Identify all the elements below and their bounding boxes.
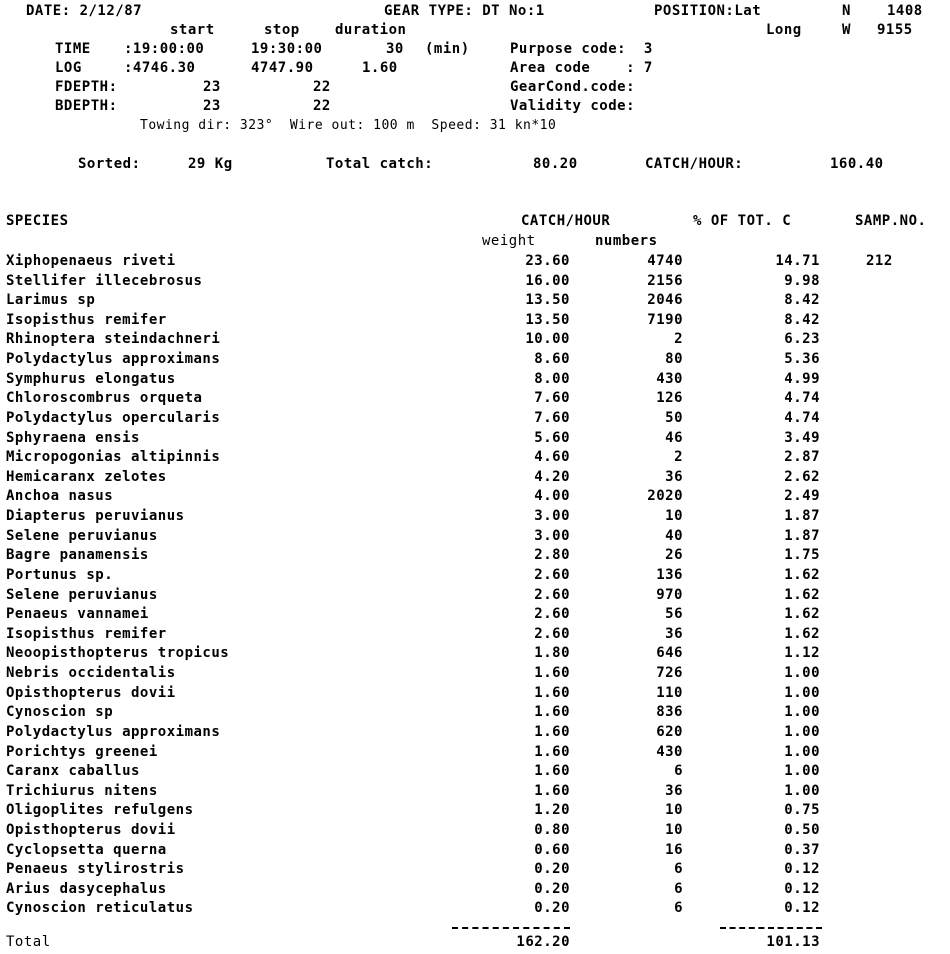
col-species-header: SPECIES	[6, 213, 69, 229]
table-row	[0, 723, 950, 743]
weight-value: 2.60	[534, 625, 570, 642]
weight-value: 3.00	[534, 508, 570, 525]
numbers-value: 36	[665, 782, 683, 799]
table-row	[0, 330, 950, 350]
catch-per-hour-label: CATCH/HOUR:	[645, 156, 744, 172]
species-name: Trichiurus nitens	[6, 782, 158, 799]
numbers-value: 126	[656, 390, 683, 407]
numbers-value: 4740	[647, 253, 683, 269]
numbers-value: 26	[665, 547, 683, 564]
table-row	[0, 703, 950, 723]
numbers-value: 646	[656, 645, 683, 662]
table-row	[0, 625, 950, 645]
table-row	[0, 743, 950, 763]
numbers-value: 6	[674, 900, 683, 917]
weight-value: 5.60	[534, 429, 570, 446]
table-row	[0, 409, 950, 429]
species-name: Rhinoptera steindachneri	[6, 331, 221, 348]
log-stop: 4747.90	[251, 60, 314, 76]
weight-value: 13.50	[525, 292, 570, 309]
table-row	[0, 605, 950, 625]
species-name: Polydactylus approximans	[6, 351, 221, 368]
percent-value: 4.74	[784, 409, 820, 426]
table-row	[0, 272, 950, 292]
table-row	[0, 880, 950, 900]
table-row	[0, 841, 950, 861]
table-row	[0, 586, 950, 606]
bdepth-start: 23	[203, 98, 221, 114]
table-row	[0, 899, 950, 919]
percent-value: 0.75	[784, 802, 820, 819]
numbers-value: 56	[665, 606, 683, 623]
numbers-value: 2	[674, 449, 683, 466]
gear-type-label: GEAR TYPE: DT No:1	[384, 3, 545, 19]
weight-value: 1.80	[534, 645, 570, 662]
percent-value: 1.00	[784, 723, 820, 740]
numbers-value: 136	[656, 566, 683, 583]
percent-value: 8.42	[784, 292, 820, 309]
species-name: Bagre panamensis	[6, 547, 149, 564]
table-row	[0, 370, 950, 390]
weight-value: 2.60	[534, 606, 570, 623]
table-row	[0, 252, 950, 272]
percent-value: 9.98	[784, 272, 820, 289]
time-unit: (min)	[425, 41, 470, 57]
numbers-value: 836	[656, 704, 683, 721]
weight-value: 1.60	[534, 743, 570, 760]
percent-value: 1.12	[784, 645, 820, 662]
bdepth-label: BDEPTH:	[55, 98, 118, 114]
numbers-value: 6	[674, 763, 683, 780]
numbers-value: 110	[656, 684, 683, 701]
percent-value: 2.49	[784, 488, 820, 505]
lat-direction: N	[842, 3, 851, 19]
weight-value: 7.60	[534, 409, 570, 426]
species-name: Isopisthus remifer	[6, 625, 167, 642]
weight-value: 8.00	[534, 370, 570, 387]
weight-value: 2.80	[534, 547, 570, 564]
species-name: Cynoscion sp	[6, 704, 114, 721]
numbers-value: 2020	[647, 488, 683, 505]
weight-value: 4.00	[534, 488, 570, 505]
sample-number: 212	[866, 253, 893, 269]
weight-value: 1.60	[534, 704, 570, 721]
numbers-value: 620	[656, 723, 683, 740]
fdepth-label: FDEPTH:	[55, 79, 118, 95]
percent-value: 2.87	[784, 449, 820, 466]
percent-value: 1.87	[784, 527, 820, 544]
weight-value: 3.00	[534, 527, 570, 544]
pct-total-rule	[720, 927, 822, 929]
weight-value: 0.20	[534, 880, 570, 897]
numbers-value: 50	[665, 409, 683, 426]
numbers-value: 36	[665, 625, 683, 642]
time-start: :19:00:00	[124, 41, 205, 57]
numbers-value: 726	[656, 665, 683, 682]
weight-value: 1.60	[534, 782, 570, 799]
percent-value: 1.87	[784, 508, 820, 525]
percent-value: 5.36	[784, 351, 820, 368]
col-duration-label: duration	[335, 22, 407, 38]
species-name: Portunus sp.	[6, 566, 114, 583]
species-name: Cynoscion reticulatus	[6, 900, 194, 917]
species-name: Penaeus vannamei	[6, 606, 149, 623]
percent-value: 6.23	[784, 331, 820, 348]
fdepth-start: 23	[203, 79, 221, 95]
total-catch-value: 80.20	[533, 156, 578, 172]
table-row	[0, 762, 950, 782]
sorted-label: Sorted:	[78, 156, 141, 172]
table-row	[0, 429, 950, 449]
weight-value: 0.60	[534, 841, 570, 858]
percent-value: 8.42	[784, 311, 820, 328]
numbers-value: 16	[665, 841, 683, 858]
time-stop: 19:30:00	[251, 41, 323, 57]
species-name: Oligoplites refulgens	[6, 802, 194, 819]
species-name: Stellifer illecebrosus	[6, 272, 203, 289]
table-row	[0, 821, 950, 841]
percent-value: 1.00	[784, 743, 820, 760]
col-weight-header: weight	[482, 233, 536, 249]
percent-value: 3.49	[784, 429, 820, 446]
species-name: Porichtys greenei	[6, 743, 158, 760]
log-diff: 1.60	[362, 60, 398, 76]
numbers-value: 2046	[647, 292, 683, 309]
total-label: Total	[6, 934, 51, 950]
species-name: Micropogonias altipinnis	[6, 449, 221, 466]
table-row	[0, 860, 950, 880]
percent-value: 1.00	[784, 665, 820, 682]
percent-value: 1.75	[784, 547, 820, 564]
species-name: Opisthopterus dovii	[6, 821, 176, 838]
table-row	[0, 448, 950, 468]
numbers-value: 430	[656, 370, 683, 387]
percent-value: 0.12	[784, 861, 820, 878]
percent-value: 1.62	[784, 625, 820, 642]
total-percent: 101.13	[766, 934, 820, 950]
log-label: LOG	[55, 60, 82, 76]
lon-direction: W	[842, 22, 851, 38]
table-row	[0, 468, 950, 488]
numbers-value: 36	[665, 468, 683, 485]
numbers-value: 46	[665, 429, 683, 446]
percent-value: 1.62	[784, 606, 820, 623]
species-name: Caranx caballus	[6, 763, 140, 780]
weight-value: 4.20	[534, 468, 570, 485]
percent-value: 1.00	[784, 782, 820, 799]
species-name: Symphurus elongatus	[6, 370, 176, 387]
weight-value: 2.60	[534, 586, 570, 603]
percent-value: 4.99	[784, 370, 820, 387]
col-numbers-header: numbers	[595, 233, 658, 249]
table-row	[0, 311, 950, 331]
species-name: Larimus sp	[6, 292, 96, 309]
bdepth-stop: 22	[313, 98, 331, 114]
weight-total-rule	[452, 927, 570, 929]
weight-value: 10.00	[525, 331, 570, 348]
total-catch-label: Total catch:	[326, 156, 434, 172]
weight-value: 16.00	[525, 272, 570, 289]
table-row	[0, 507, 950, 527]
species-name: Neoopisthopterus tropicus	[6, 645, 230, 662]
species-name: Nebris occidentalis	[6, 665, 176, 682]
percent-value: 1.62	[784, 566, 820, 583]
weight-value: 0.20	[534, 900, 570, 917]
total-weight: 162.20	[516, 934, 570, 950]
species-name: Opisthopterus dovii	[6, 684, 176, 701]
table-row	[0, 546, 950, 566]
area-code: Area code : 7	[510, 60, 653, 76]
log-start: :4746.30	[124, 60, 196, 76]
gear-condition-code: GearCond.code:	[510, 79, 636, 95]
fdepth-stop: 22	[313, 79, 331, 95]
species-name: Xiphopenaeus riveti	[6, 253, 176, 269]
col-samp-header: SAMP.NO.	[855, 213, 927, 229]
numbers-value: 40	[665, 527, 683, 544]
weight-value: 1.20	[534, 802, 570, 819]
numbers-value: 970	[656, 586, 683, 603]
numbers-value: 10	[665, 821, 683, 838]
species-name: Penaeus stylirostris	[6, 861, 185, 878]
species-name: Arius dasycephalus	[6, 880, 167, 897]
table-row	[0, 664, 950, 684]
towing-info: Towing dir: 323° Wire out: 100 m Speed: 31 kn*10	[140, 118, 557, 133]
percent-value: 1.00	[784, 684, 820, 701]
species-name: Polydactylus approximans	[6, 723, 221, 740]
table-row	[0, 350, 950, 370]
species-name: Polydactylus opercularis	[6, 409, 221, 426]
numbers-value: 2156	[647, 272, 683, 289]
weight-value: 7.60	[534, 390, 570, 407]
long-label: Long	[766, 22, 802, 38]
percent-value: 1.00	[784, 704, 820, 721]
lon-value: 9155	[877, 22, 913, 38]
position-label: POSITION:Lat	[654, 3, 762, 19]
species-name: Hemicaranx zelotes	[6, 468, 167, 485]
table-row	[0, 566, 950, 586]
species-name: Cyclopsetta querna	[6, 841, 167, 858]
weight-value: 8.60	[534, 351, 570, 368]
col-start-label: start	[170, 22, 215, 38]
percent-value: 4.74	[784, 390, 820, 407]
validity-code: Validity code:	[510, 98, 636, 114]
numbers-value: 2	[674, 331, 683, 348]
weight-value: 0.20	[534, 861, 570, 878]
table-row	[0, 644, 950, 664]
lat-value: 1408	[887, 3, 923, 19]
weight-value: 1.60	[534, 763, 570, 780]
percent-value: 1.62	[784, 586, 820, 603]
table-row	[0, 389, 950, 409]
species-name: Isopisthus remifer	[6, 311, 167, 328]
col-stop-label: stop	[264, 22, 300, 38]
numbers-value: 6	[674, 861, 683, 878]
table-row	[0, 684, 950, 704]
weight-value: 1.60	[534, 684, 570, 701]
numbers-value: 10	[665, 802, 683, 819]
weight-value: 0.80	[534, 821, 570, 838]
table-row	[0, 527, 950, 547]
col-pct-header: % OF TOT. C	[693, 213, 792, 229]
sorted-value: 29 Kg	[188, 156, 233, 172]
percent-value: 1.00	[784, 763, 820, 780]
species-name: Anchoa nasus	[6, 488, 114, 505]
table-row	[0, 782, 950, 802]
species-name: Sphyraena ensis	[6, 429, 140, 446]
time-duration: 30	[386, 41, 404, 57]
table-row	[0, 291, 950, 311]
weight-value: 4.60	[534, 449, 570, 466]
col-catch-hour-header: CATCH/HOUR	[521, 213, 611, 229]
numbers-value: 6	[674, 880, 683, 897]
species-name: Selene peruvianus	[6, 527, 158, 544]
table-row	[0, 487, 950, 507]
purpose-code: Purpose code: 3	[510, 41, 653, 57]
numbers-value: 10	[665, 508, 683, 525]
time-label: TIME	[55, 41, 91, 57]
weight-value: 1.60	[534, 723, 570, 740]
weight-value: 1.60	[534, 665, 570, 682]
percent-value: 0.12	[784, 880, 820, 897]
numbers-value: 80	[665, 351, 683, 368]
weight-value: 2.60	[534, 566, 570, 583]
weight-value: 23.60	[525, 253, 570, 269]
numbers-value: 7190	[647, 311, 683, 328]
weight-value: 13.50	[525, 311, 570, 328]
percent-value: 0.37	[784, 841, 820, 858]
catch-per-hour-value: 160.40	[830, 156, 884, 172]
percent-value: 14.71	[775, 253, 820, 269]
species-name: Diapterus peruvianus	[6, 508, 185, 525]
percent-value: 2.62	[784, 468, 820, 485]
date-label: DATE: 2/12/87	[26, 3, 143, 19]
species-name: Selene peruvianus	[6, 586, 158, 603]
species-name: Chloroscombrus orqueta	[6, 390, 203, 407]
table-row	[0, 801, 950, 821]
percent-value: 0.50	[784, 821, 820, 838]
numbers-value: 430	[656, 743, 683, 760]
percent-value: 0.12	[784, 900, 820, 917]
